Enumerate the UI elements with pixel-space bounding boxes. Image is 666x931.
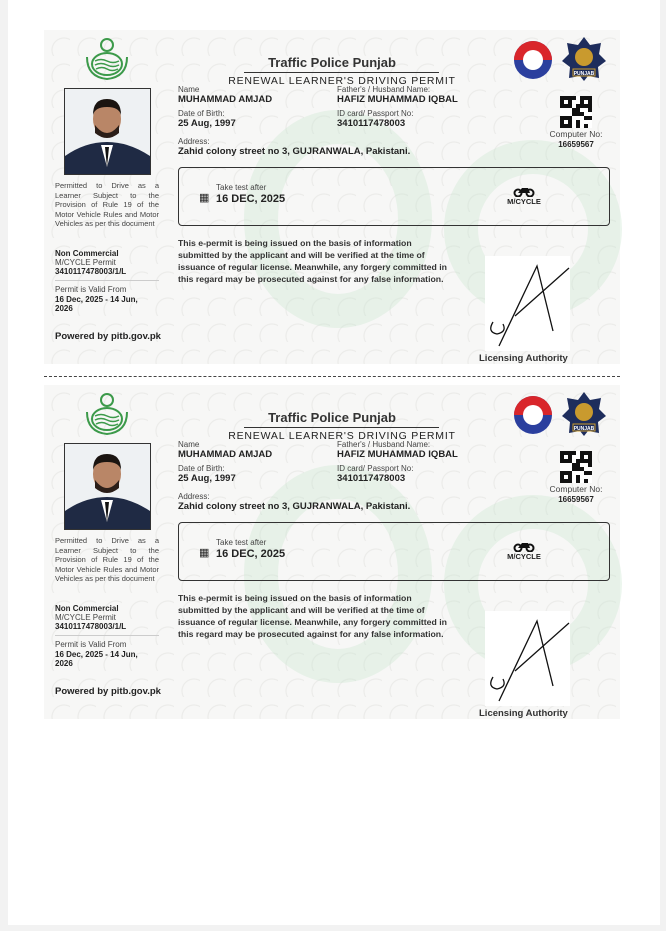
father-label: Father's / Husband Name: bbox=[337, 440, 431, 449]
father-value: HAFIZ MUHAMMAD IQBAL bbox=[337, 449, 458, 460]
name-label: Name bbox=[178, 85, 200, 94]
person-photo-icon bbox=[65, 444, 150, 529]
qr-code bbox=[560, 96, 592, 128]
traffic-police-badge-logo bbox=[561, 391, 607, 437]
permitted-text: Permitted to Drive as a Learner Subject to the Provision of Rule 19 of the Motor Vehicle Rules and Motor Vehicles as per this document bbox=[55, 536, 159, 583]
signature-image bbox=[485, 256, 570, 351]
dob-label: Date of Birth: bbox=[178, 464, 225, 473]
person-photo-icon bbox=[65, 89, 150, 174]
punjab-police-logo bbox=[513, 395, 553, 435]
test-date: 16 DEC, 2025 bbox=[216, 548, 286, 560]
qr-code bbox=[560, 451, 592, 483]
permit-number: 3410117478003/1/L bbox=[55, 267, 127, 276]
divider bbox=[55, 280, 159, 281]
permit-number: 3410117478003/1/L bbox=[55, 622, 127, 631]
test-date-box bbox=[178, 167, 610, 226]
test-label: Take test after bbox=[216, 538, 267, 547]
dob-value: 25 Aug, 1997 bbox=[178, 118, 236, 129]
calendar-icon: ▦ bbox=[199, 192, 210, 204]
valid-label: Permit is Valid From bbox=[55, 640, 127, 649]
id-value: 3410117478003 bbox=[337, 118, 406, 129]
id-label: ID card/ Passport No: bbox=[337, 464, 414, 473]
badge-text: PUNJAB bbox=[573, 426, 595, 432]
test-date-box bbox=[178, 522, 610, 581]
id-label: ID card/ Passport No: bbox=[337, 109, 414, 118]
learner-permit-card bbox=[44, 385, 620, 719]
address-label: Address: bbox=[178, 137, 210, 146]
learner-permit-card bbox=[44, 30, 620, 364]
document-page bbox=[8, 0, 660, 925]
org-title: Traffic Police Punjab bbox=[268, 410, 396, 425]
org-title: Traffic Police Punjab bbox=[268, 55, 396, 70]
signature-image bbox=[485, 611, 570, 706]
signature bbox=[485, 256, 570, 351]
valid-range: 16 Dec, 2025 - 14 Jun, 2026 bbox=[55, 650, 138, 668]
signature bbox=[485, 611, 570, 706]
title-underline bbox=[244, 72, 439, 73]
calendar-icon: ▦ bbox=[199, 547, 210, 559]
motorcycle-icon bbox=[513, 185, 535, 197]
vehicle-type: M/CYCLE bbox=[507, 552, 541, 561]
disclaimer: This e-permit is being issued on the basis of information submitted by the applicant and will be verified at the time of issuance of regular license. Meanwhile, any forgery committed in this regard may be prosecuted against for any false information. bbox=[178, 593, 447, 639]
test-date: 16 DEC, 2025 bbox=[216, 193, 286, 205]
valid-range: 16 Dec, 2025 - 14 Jun, 2026 bbox=[55, 295, 138, 313]
dob-value: 25 Aug, 1997 bbox=[178, 473, 236, 484]
category: Non Commercial bbox=[55, 604, 119, 613]
father-value: HAFIZ MUHAMMAD IQBAL bbox=[337, 94, 458, 105]
id-value: 3410117478003 bbox=[337, 473, 406, 484]
category: Non Commercial bbox=[55, 249, 119, 258]
permit-title: RENEWAL LEARNER'S DRIVING PERMIT bbox=[228, 75, 456, 87]
computer-no-value: 16659567 bbox=[558, 140, 594, 149]
address-value: Zahid colony street no 3, GUJRANWALA, Pakistani. bbox=[178, 146, 411, 157]
address-label: Address: bbox=[178, 492, 210, 501]
licensing-authority: Licensing Authority bbox=[479, 708, 568, 719]
computer-no-label: Computer No: bbox=[549, 129, 603, 139]
valid-label: Permit is Valid From bbox=[55, 285, 127, 294]
permit-type: M/CYCLE Permit bbox=[55, 613, 116, 622]
dob-label: Date of Birth: bbox=[178, 109, 225, 118]
address-value: Zahid colony street no 3, GUJRANWALA, Pakistani. bbox=[178, 501, 411, 512]
name-value: MUHAMMAD AMJAD bbox=[178, 449, 273, 460]
motorcycle-icon bbox=[513, 540, 535, 552]
computer-no-value: 16659567 bbox=[558, 495, 594, 504]
name-label: Name bbox=[178, 440, 200, 449]
applicant-photo bbox=[64, 88, 151, 175]
cut-line bbox=[44, 376, 620, 377]
powered-by: Powered by pitb.gov.pk bbox=[55, 331, 161, 342]
badge-text: PUNJAB bbox=[573, 71, 595, 77]
permit-title: RENEWAL LEARNER'S DRIVING PERMIT bbox=[228, 430, 456, 442]
test-label: Take test after bbox=[216, 183, 267, 192]
divider bbox=[55, 635, 159, 636]
father-label: Father's / Husband Name: bbox=[337, 85, 431, 94]
permitted-text: Permitted to Drive as a Learner Subject to the Provision of Rule 19 of the Motor Vehicle Rules and Motor Vehicles as per this document bbox=[55, 181, 159, 228]
licensing-authority: Licensing Authority bbox=[479, 353, 568, 364]
powered-by: Powered by pitb.gov.pk bbox=[55, 686, 161, 697]
title-underline bbox=[244, 427, 439, 428]
permit-type: M/CYCLE Permit bbox=[55, 258, 116, 267]
punjab-police-logo bbox=[513, 40, 553, 80]
traffic-police-badge-logo bbox=[561, 36, 607, 82]
name-value: MUHAMMAD AMJAD bbox=[178, 94, 273, 105]
computer-no-label: Computer No: bbox=[549, 484, 603, 494]
disclaimer: This e-permit is being issued on the basis of information submitted by the applicant and will be verified at the time of issuance of regular license. Meanwhile, any forgery committed in this regard may be prosecuted against for any false information. bbox=[178, 238, 447, 284]
vehicle-type: M/CYCLE bbox=[507, 197, 541, 206]
applicant-photo bbox=[64, 443, 151, 530]
